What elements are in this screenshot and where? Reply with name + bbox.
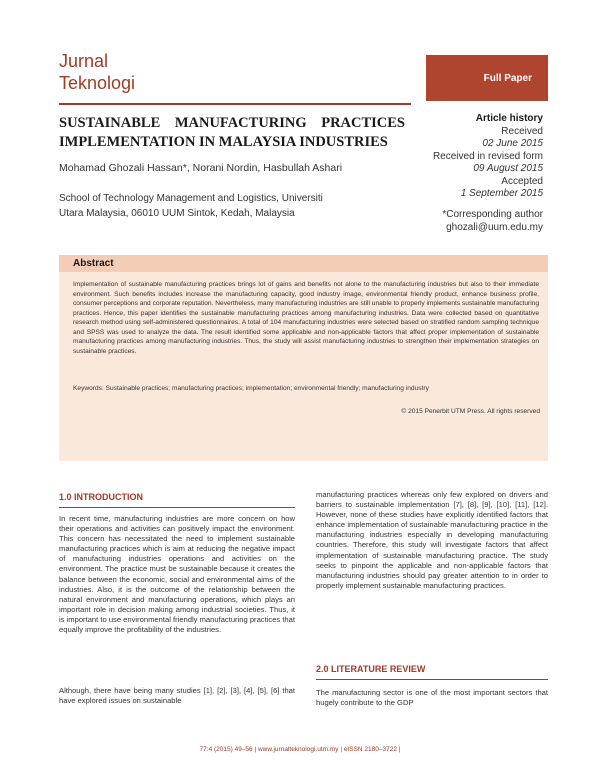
revised-label: Received in revised form bbox=[432, 150, 543, 162]
corresponding-author bbox=[442, 208, 543, 234]
intro-paragraph-2: Although, there have being many studies [1], [2], [3], [4], [5], [6] that have explored issues on sustainable bbox=[59, 686, 295, 706]
author-affiliation: School of Technology Management and Logistics, Universiti Utara Malaysia, 06010 UUM Sintok, Kedah, Malaysia bbox=[59, 193, 323, 219]
literature-divider bbox=[316, 679, 548, 680]
received-label: Received bbox=[501, 125, 543, 137]
header-divider bbox=[59, 103, 411, 105]
journal-name-line2: Teknologi bbox=[59, 73, 136, 93]
corresponding-label: *Corresponding author bbox=[442, 209, 543, 220]
intro-heading: 1.0 INTRODUCTION bbox=[59, 492, 144, 502]
intro-divider bbox=[59, 507, 295, 508]
journal-name-line1: Jurnal bbox=[59, 51, 109, 71]
abstract-heading: Abstract bbox=[59, 255, 548, 272]
abstract-text: Implementation of sustainable manufacturing practices brings lot of gains and benefits not alone to the manufacturing industries but also to their immediate environment. Such benefits includes increase the manufacturing capacity, good industry image, environmental friendly product, enhance business profile, consumer perceptions and corporate reputation. Nevertheless, many manufacturing industries are still unable to properly implements sustainable manufacturing practices. Hence, this paper identifies the sustainable manufacturing practices among manufacturing industries. Data were collected based on quantitative research method using self-administered questionnaires. A total of 104 manufacturing industries were selected based on stratified random sampling technique and SPSS was used to analyze the data. The result identified some applicable and non-applicable factors that affect proper implementation of sustainable manufacturing practices among manufacturing industries. Thus, the study will assist manufacturing industries to strengthen their implementation strategies on sustainable practices. bbox=[73, 281, 539, 355]
article-history bbox=[433, 113, 543, 201]
corresponding-email[interactable]: ghozali@uum.edu.my bbox=[446, 222, 543, 233]
received-date: 02 June 2015 bbox=[482, 138, 543, 149]
revised-date: 09 August 2015 bbox=[473, 163, 543, 174]
paper-authors: Mohamad Ghozali Hassan*, Norani Nordin, Hasbullah Ashari bbox=[59, 162, 343, 174]
intro-paragraph-right: manufacturing practices whereas only few explored on drivers and barriers to sustainable implementation [7], [8], [9], [10], [11], [12]. However, none of these studies have explicitly identified factors that enhance implementation of sustainable manufacturing practice in the manufacturing industries especially in developing manufacturing countries. Therefore, this study will investigate factors that affect implementation of sustainable manufacturing practice. The study seeks to pinpoint the applicable and non-applicable factors that manufacturing industries should pay greater attention to in order to properly implement sustainable manufacturing practices. bbox=[316, 490, 548, 590]
paper-title: SUSTAINABLE MANUFACTURING PRACTICES IMPLEMENTATION IN MALAYSIA INDUSTRIES bbox=[59, 115, 405, 150]
journal-name bbox=[59, 50, 135, 94]
page-footer: 77:4 (2015) 49–56 | www.jurnalteknologi.utm.my | eISSN 2180–3722 | bbox=[199, 746, 401, 753]
abstract-box bbox=[59, 255, 548, 461]
accepted-date: 1 September 2015 bbox=[460, 188, 543, 199]
accepted-label: Accepted bbox=[501, 175, 543, 187]
literature-heading: 2.0 LITERATURE REVIEW bbox=[316, 664, 426, 674]
copyright: © 2015 Penerbit UTM Press. All rights reserved bbox=[401, 408, 540, 415]
keywords: Keywords: Sustainable practices; manufacturing practices; implementation; environmental friendly; manufacturing industry bbox=[73, 385, 429, 392]
literature-paragraph: The manufacturing sector is one of the most important sectors that hugely contribute to the GDP bbox=[316, 688, 548, 708]
history-title: Article history bbox=[475, 113, 543, 124]
intro-paragraph-1: In recent time, manufacturing industries are more concern on how their operations and activities can positively impact the environment. This concern has necessitated the need to implement sustainable manufacturing practices which is aim at reducing the negative impact of manufacturing industries operations and activities on the environment. The practice must be sustainable because it creates the balance between the economic, social and environmental aims of the industries. Also, it is the outcome of the relationship between the natural environment and manufacturing operations, which plays an important role in decision making among industrial societies. Thus, it is important to use environmental friendly manufacturing practices that equally improve the profitability of the industries. bbox=[59, 514, 295, 635]
full-paper-badge: Full Paper bbox=[426, 55, 548, 101]
